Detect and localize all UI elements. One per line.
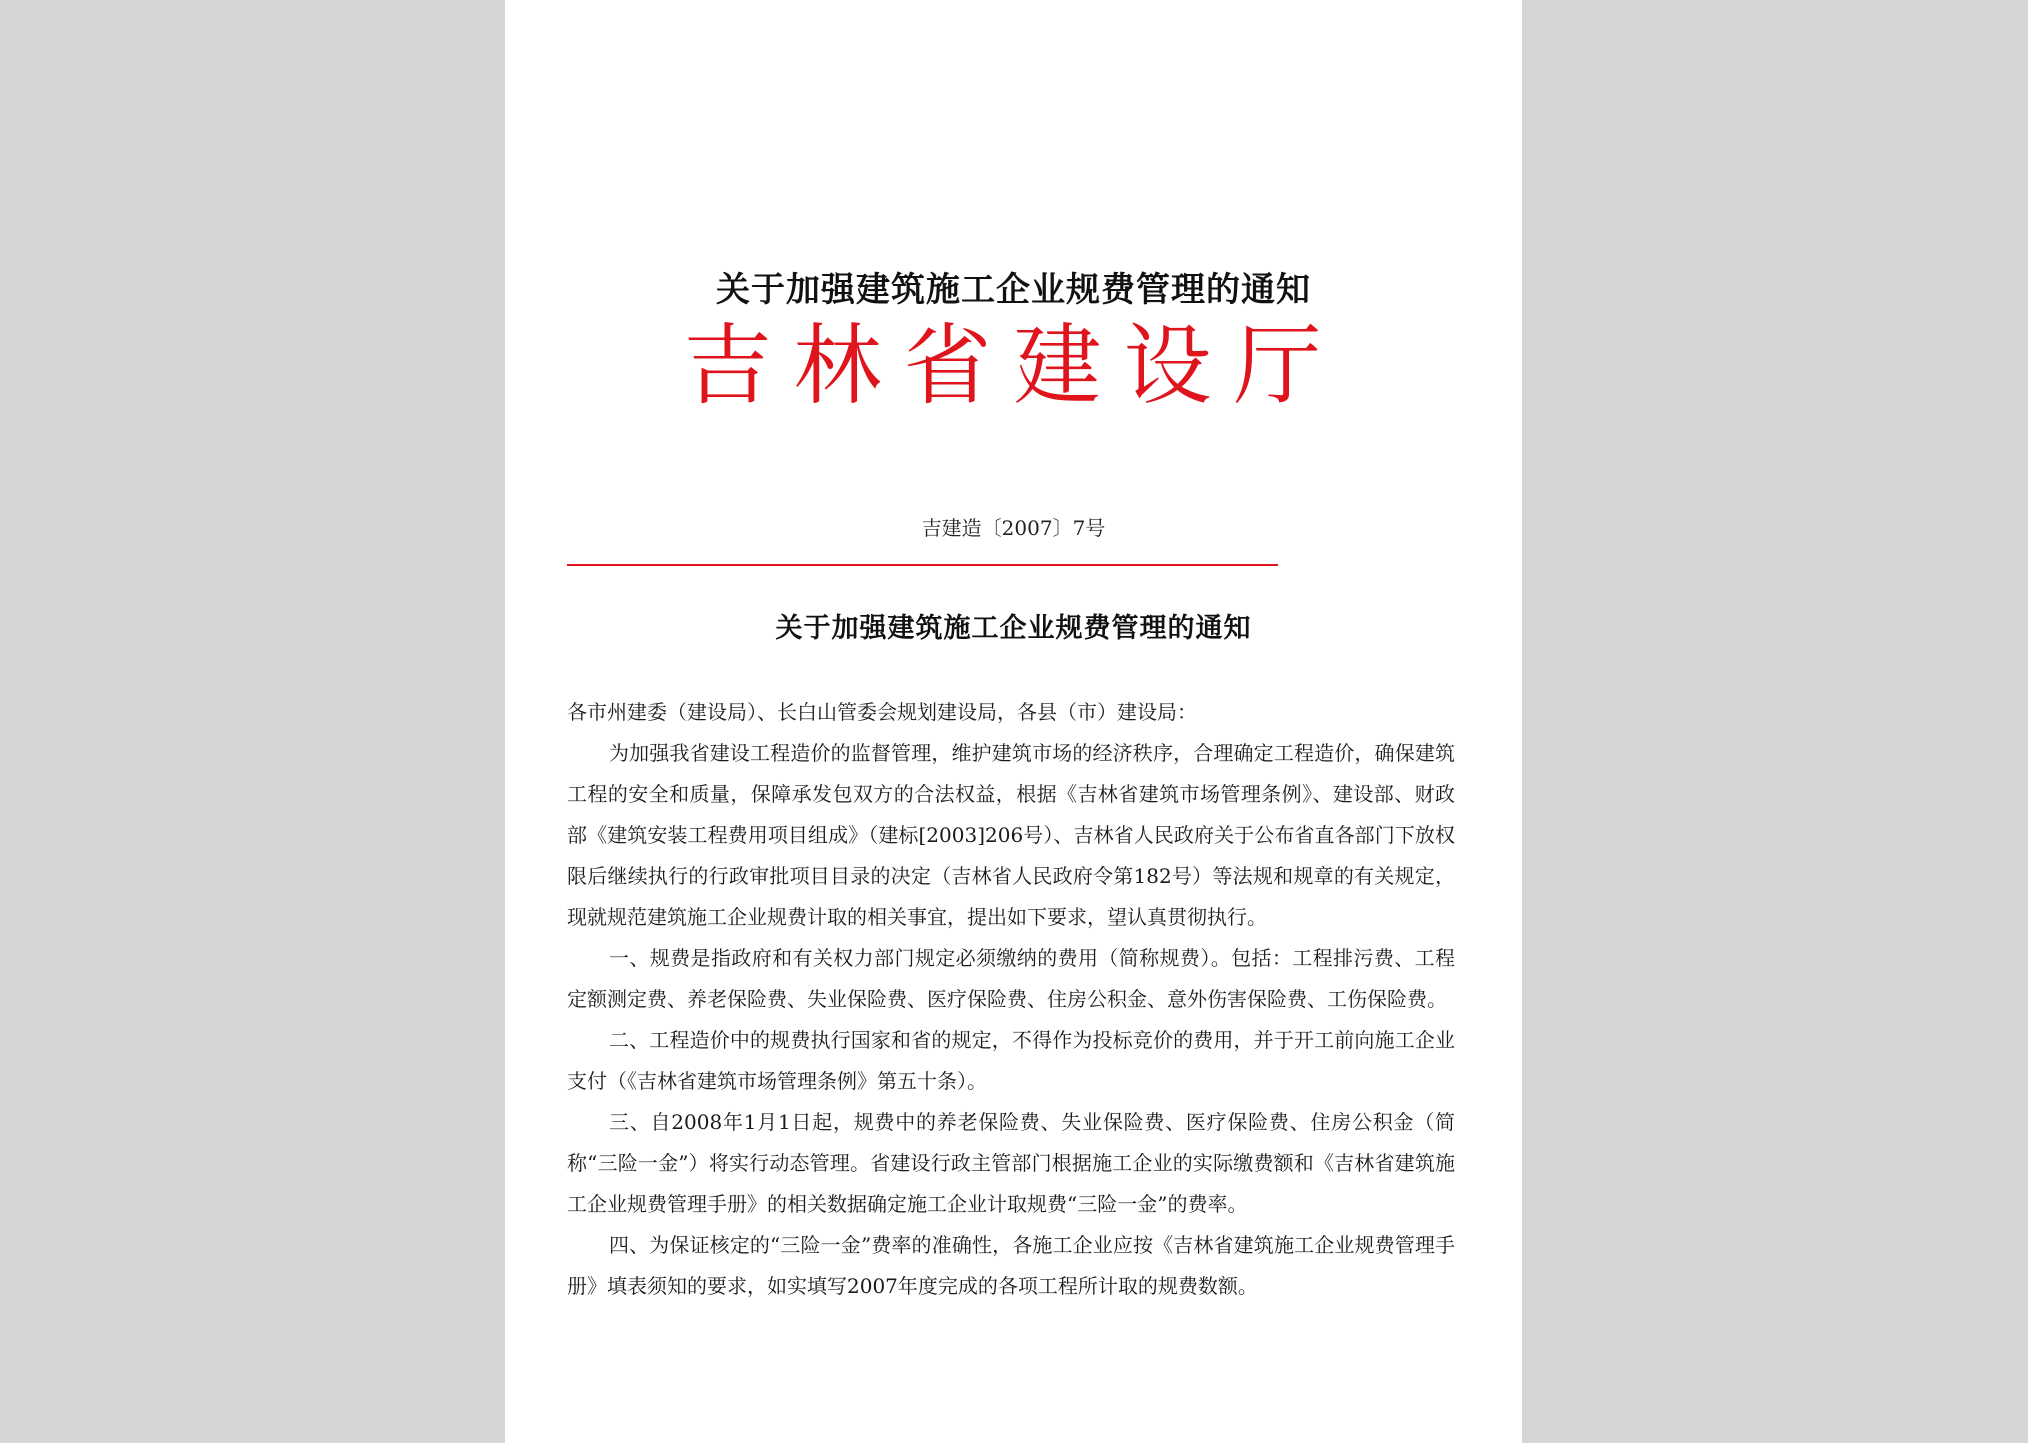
addressee: 各市州建委（建设局）、长白山管委会规划建设局，各县（市）建设局： (567, 700, 1197, 724)
paragraph-intro: 为加强我省建设工程造价的监督管理，维护建筑市场的经济秩序，合理确定工程造价，确保建筑工程的安全和质量，保障承发包双方的合法权益，根据《吉林省建筑市场管理条例》、建设部、财政部《建筑安装工程费用项目组成》（建标[2003]206号）、吉林省人民政府关于公布省直各部门下放权限后继续执行的行政审批项目目录的决定（吉林省人民政府令第182号）等法规和规章的有关规定，现就规范建筑施工企业规费计取的相关事宜，提出如下要求，望认真贯彻执行。 (567, 741, 1455, 929)
document-page (505, 0, 1522, 1443)
body-text (567, 692, 1455, 1307)
paragraph-3: 三、自2008年1月1日起，规费中的养老保险费、失业保险费、医疗保险费、住房公积金（简称“三险一金”）将实行动态管理。省建设行政主管部门根据施工企业的实际缴费额和《吉林省建筑施工企业规费管理手册》的相关数据确定施工企业计取规费“三险一金”的费率。 (567, 1110, 1455, 1216)
main-title: 关于加强建筑施工企业规费管理的通知 (775, 613, 1252, 644)
paragraph-1: 一、规费是指政府和有关权力部门规定必须缴纳的费用（简称规费）。包括：工程排污费、工程定额测定费、养老保险费、失业保险费、医疗保险费、住房公积金、意外伤害保险费、工伤保险费。 (567, 946, 1455, 1011)
red-divider (567, 564, 1278, 566)
document-number: 吉建造〔2007〕7号 (921, 516, 1106, 540)
paragraph-2: 二、工程造价中的规费执行国家和省的规定，不得作为投标竞价的费用，并于开工前向施工企业支付（《吉林省建筑市场管理条例》第五十条）。 (567, 1028, 1455, 1093)
header-title: 关于加强建筑施工企业规费管理的通知 (716, 270, 1311, 310)
issuing-agency: 吉林省建设厅 (683, 314, 1344, 417)
paragraph-4: 四、为保证核定的“三险一金”费率的准确性，各施工企业应按《吉林省建筑施工企业规费管理手册》填表须知的要求，如实填写2007年度完成的各项工程所计取的规费数额。 (567, 1233, 1455, 1298)
